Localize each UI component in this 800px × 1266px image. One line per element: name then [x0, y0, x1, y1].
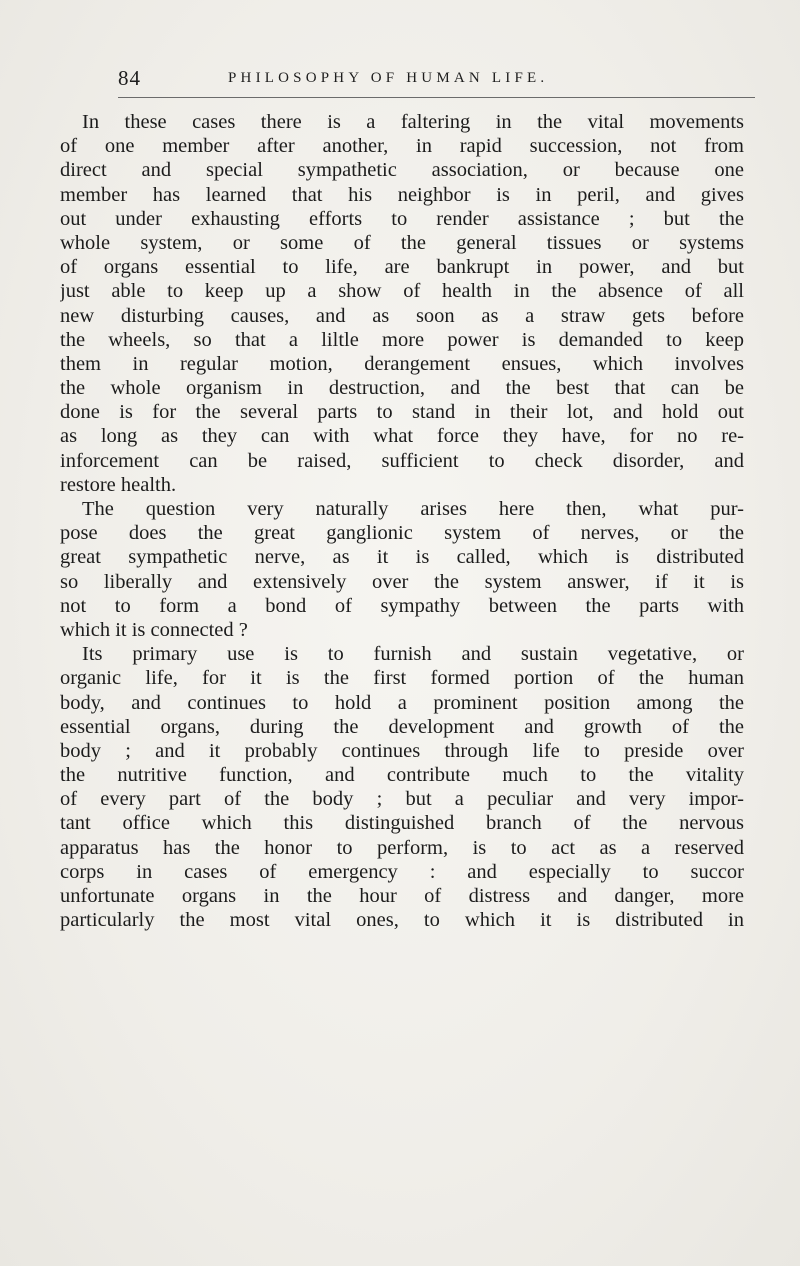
- text-line: organic life, for it is the first formed portion of the human: [60, 667, 744, 690]
- text-line: not to form a bond of sympathy between the parts with: [60, 594, 744, 617]
- text-line: corps in cases of emergency : and especially to succor: [60, 860, 744, 883]
- page-number: 84: [118, 66, 141, 90]
- text-line: them in regular motion, derangement ensues, which involves: [60, 352, 744, 375]
- text-line: body ; and it probably continues through life to preside over: [60, 739, 744, 762]
- text-line: of one member after another, in rapid succession, not from: [60, 135, 744, 158]
- text-line: The question very naturally arises here then, what pur-: [82, 498, 744, 520]
- text-line: of organs essential to life, are bankrupt in power, and but: [60, 256, 744, 279]
- text-line: member has learned that his neighbor is in peril, and gives: [60, 183, 744, 206]
- text-line: done is for the several parts to stand in their lot, and hold out: [60, 401, 744, 424]
- text-line: the wheels, so that a liltle more power is demanded to keep: [60, 328, 744, 351]
- text-line: particularly the most vital ones, to which it is distributed in: [60, 909, 744, 932]
- text-line: as long as they can with what force they have, for no re-: [60, 425, 744, 448]
- text-line: Its primary use is to furnish and sustain vegetative, or: [82, 643, 744, 666]
- text-line: tant office which this distinguished branch of the nervous: [60, 812, 744, 835]
- text-line: great sympathetic nerve, as it is called, which is distributed: [60, 546, 744, 569]
- text-line: new disturbing causes, and as soon as a straw gets before: [60, 304, 744, 327]
- text-line: body, and continues to hold a prominent position among the: [60, 691, 744, 714]
- text-line: apparatus has the honor to perform, is to act as a reserved: [60, 836, 744, 859]
- text-line: pose does the great ganglionic system of nerves, or the: [60, 522, 744, 545]
- text-line: direct and special sympathetic association, or because one: [60, 159, 744, 182]
- text-line: which it is connected ?: [60, 618, 248, 641]
- text-line: restore health.: [60, 473, 177, 496]
- text-line: inforcement can be raised, sufficient to check disorder, and: [60, 449, 744, 472]
- text-line: the whole organism in destruction, and the best that can be: [60, 377, 744, 400]
- text-line: out under exhausting efforts to render assistance ; but the: [60, 207, 744, 230]
- header-rule: [118, 97, 755, 98]
- running-head: PHILOSOPHY OF HUMAN LIFE.: [228, 70, 549, 86]
- text-line: just able to keep up a show of health in the absence of all: [60, 280, 744, 303]
- body-text: [60, 110, 744, 932]
- text-line: so liberally and extensively over the system answer, if it is: [60, 570, 744, 593]
- page-header: [118, 66, 758, 96]
- text-line: the nutritive function, and contribute much to the vitality: [60, 764, 744, 787]
- text-line: whole system, or some of the general tissues or systems: [60, 231, 744, 254]
- text-line: In these cases there is a faltering in the vital movements: [82, 111, 744, 133]
- text-line: of every part of the body ; but a peculiar and very impor-: [60, 788, 744, 811]
- text-line: unfortunate organs in the hour of distress and danger, more: [60, 885, 744, 907]
- text-line: essential organs, during the development and growth of the: [60, 715, 744, 738]
